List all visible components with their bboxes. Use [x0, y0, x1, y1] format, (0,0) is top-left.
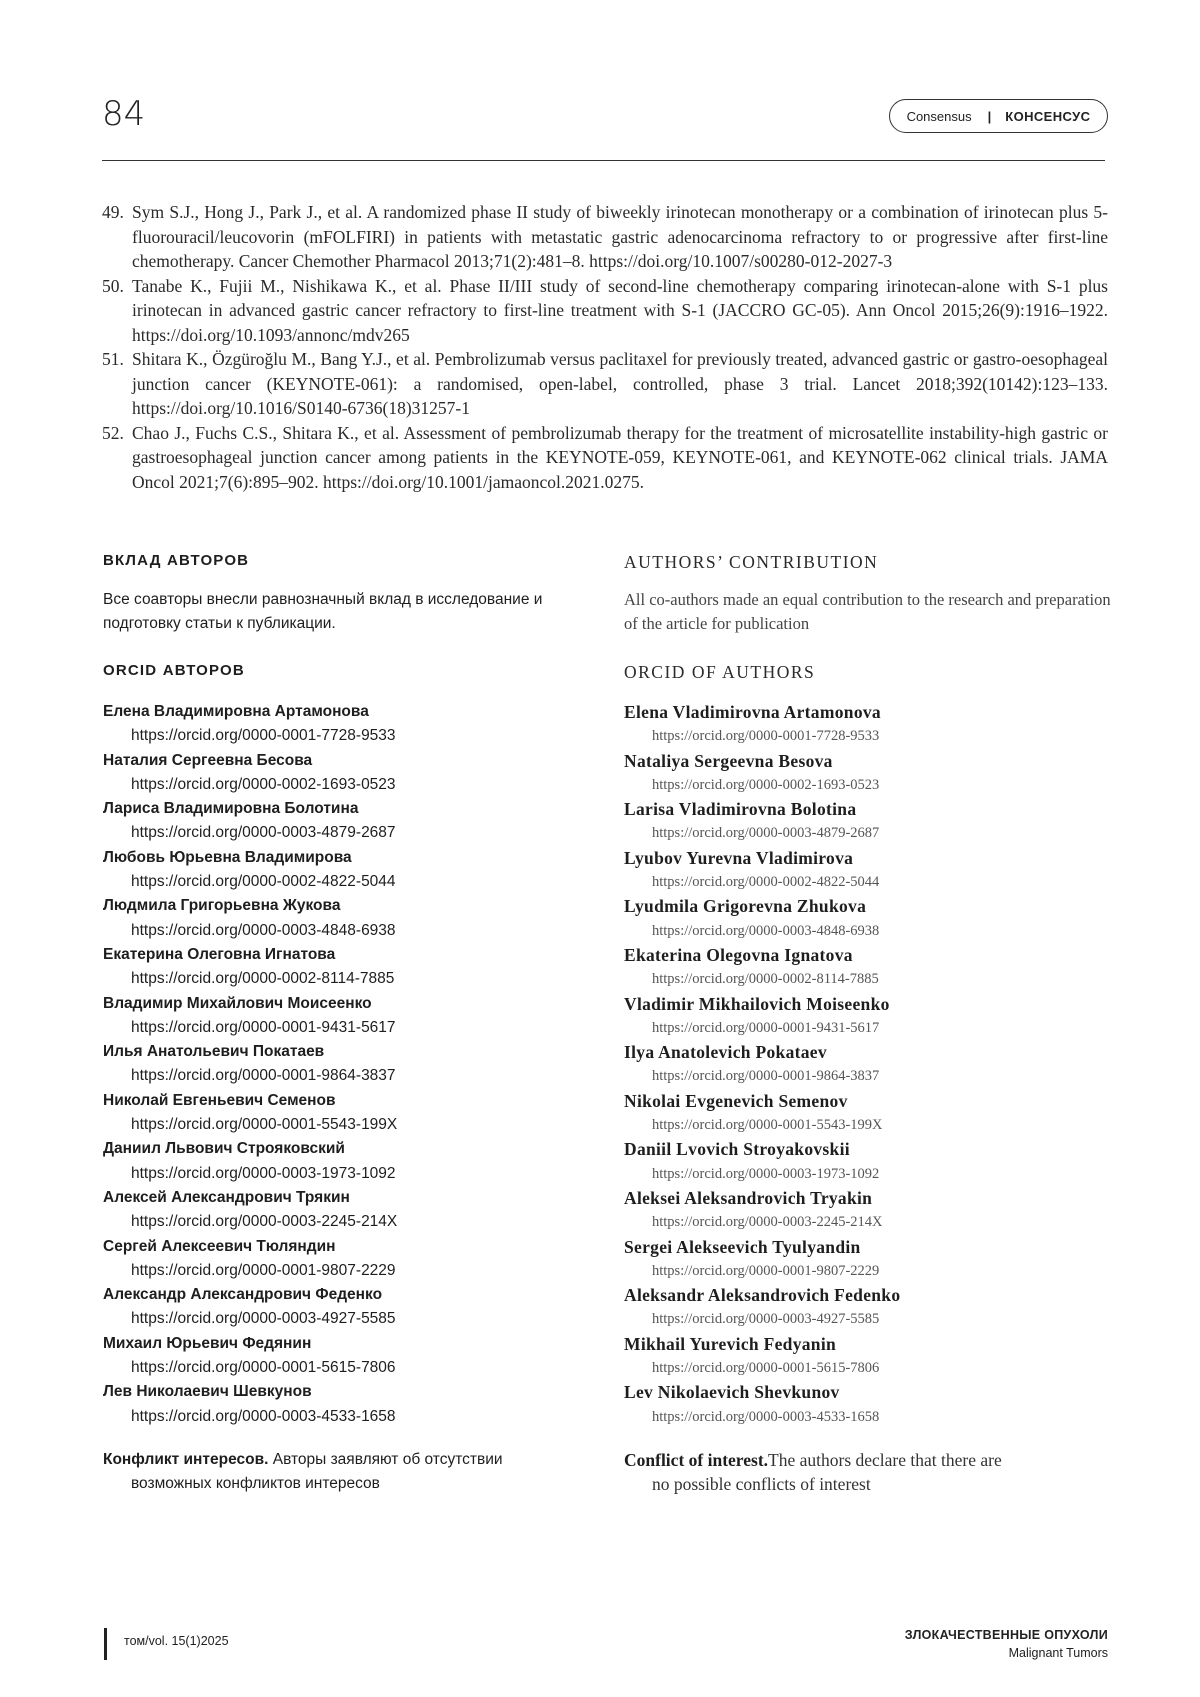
author-list-en [624, 700, 1112, 1429]
author-name: Елена Владимировна Артамонова [103, 703, 369, 720]
author-entry [103, 1137, 593, 1186]
reference-text: Tanabe K., Fujii M., Nishikawa K., et al. Phase II/III study of second-line chemotherapy comparing irinotecan-alone with S-1 plus irinotecan in advanced gastric cancer refractory to first-line treatment with S-1 (JACCRO GC-05). Ann Oncol 2015;26(9):1916–1922. https://doi.org/10.1093/annonc/mdv265 [132, 275, 1108, 345]
russian-column [103, 552, 593, 1492]
author-entry [624, 1380, 1112, 1429]
conflict-text-en-2: no possible conflicts of interest [652, 1474, 871, 1494]
conflict-text-ru-1: Авторы заявляют об отсутствии [272, 1451, 503, 1468]
author-name: Elena Vladimirovna Artamonova [624, 702, 881, 722]
author-name: Daniil Lvovich Stroyakovskii [624, 1139, 850, 1160]
author-name: Ilya Anatolevich Pokataev [624, 1042, 827, 1063]
orcid-link[interactable]: https://orcid.org/0000-0001-9807-2229 [131, 1261, 396, 1279]
author-name: Людмила Григорьевна Жукова [103, 897, 341, 915]
author-name: Larisa Vladimirovna Bolotina [624, 799, 857, 820]
reference-number: 49. [102, 202, 124, 222]
orcid-link[interactable]: https://orcid.org/0000-0003-1973-1092 [652, 1165, 880, 1182]
author-entry [624, 749, 1112, 798]
orcid-section-ru [103, 662, 593, 1429]
author-entry [624, 1283, 1112, 1332]
orcid-link[interactable]: https://orcid.org/0000-0003-2245-214X [652, 1214, 883, 1231]
author-entry [103, 1089, 593, 1138]
reference-text: Sym S.J., Hong J., Park J., et al. A randomized phase II study of biweekly irinotecan monotherapy or a combination of irinotecan plus 5-fluorouracil/leucovorin (mFOLFIRI) in patients with metastatic gastric adenocarcinoma refractory to or progressive after first-line chemotherapy. Cancer Chemother Pharmacol 2013;71(2):481–8. https://doi.org/10.1007/s00280-012-2027-3 [132, 202, 1108, 271]
orcid-link[interactable]: https://orcid.org/0000-0003-1973-1092 [131, 1164, 396, 1182]
orcid-heading-ru: ORCID АВТОРОВ [103, 662, 245, 679]
orcid-link[interactable]: https://orcid.org/0000-0003-4927-5585 [131, 1310, 396, 1328]
author-entry [624, 894, 1112, 943]
author-name: Даниил Львович Строяковский [103, 1140, 345, 1158]
author-entry [624, 700, 1112, 749]
author-entry [103, 797, 593, 846]
author-entry [624, 1186, 1112, 1235]
orcid-link[interactable]: https://orcid.org/0000-0003-4533-1658 [652, 1408, 880, 1425]
section-separator: | [987, 108, 992, 124]
orcid-link[interactable]: https://orcid.org/0000-0003-4879-2687 [131, 824, 396, 842]
orcid-link[interactable]: https://orcid.org/0000-0001-7728-9533 [652, 728, 880, 745]
footer-journal [905, 1628, 1108, 1660]
author-name: Ekaterina Olegovna Ignatova [624, 944, 853, 965]
author-entry [103, 992, 593, 1041]
author-name: Mikhail Yurevich Fedyanin [624, 1333, 837, 1354]
orcid-link[interactable]: https://orcid.org/0000-0001-9864-3837 [652, 1068, 880, 1085]
reference-item [102, 347, 1108, 421]
reference-text: Chao J., Fuchs C.S., Shitara K., et al. Assessment of pembrolizumab therapy for the treatment of microsatellite instability-high gastric or gastroesophageal junction cancer among patients in the KEYNOTE-059, KEYNOTE-061, and KEYNOTE-062 clinical trials. JAMA Oncol 2021;7(6):895–902. https://doi.org/10.1001/jamaoncol.2021.0275. [132, 422, 1108, 492]
section-label-en: Consensus [906, 108, 972, 124]
author-name: Nataliya Sergeevna Besova [624, 750, 833, 771]
conflict-label-ru: Конфликт интересов. [103, 1451, 269, 1468]
orcid-link[interactable]: https://orcid.org/0000-0002-4822-5044 [131, 873, 396, 891]
author-entry [624, 797, 1112, 846]
orcid-link[interactable]: https://orcid.org/0000-0001-9431-5617 [131, 1018, 396, 1036]
orcid-link[interactable]: https://orcid.org/0000-0001-7728-9533 [131, 727, 396, 745]
contribution-heading-ru: ВКЛАД АВТОРОВ [103, 552, 250, 569]
orcid-link[interactable]: https://orcid.org/0000-0001-5615-7806 [131, 1359, 396, 1377]
author-name: Наталия Сергеевна Бесова [103, 751, 313, 769]
contribution-heading-en: AUTHORS’ CONTRIBUTION [624, 552, 879, 572]
author-entry [624, 1332, 1112, 1381]
author-entry [624, 1137, 1112, 1186]
author-entry [103, 894, 593, 943]
conflict-label-en: Conflict of interest. [624, 1450, 769, 1470]
author-name: Михаил Юрьевич Федянин [103, 1334, 312, 1352]
orcid-link[interactable]: https://orcid.org/0000-0003-4533-1658 [131, 1407, 396, 1425]
author-name: Vladimir Mikhailovich Moiseenko [624, 993, 890, 1014]
author-list-ru [103, 700, 593, 1429]
author-entry [103, 1283, 593, 1332]
reference-number: 52. [102, 422, 124, 443]
author-name: Любовь Юрьевна Владимирова [103, 848, 352, 866]
section-label-ru: КОНСЕНСУС [1005, 108, 1091, 124]
reference-list [102, 200, 1108, 494]
orcid-link[interactable]: https://orcid.org/0000-0003-4848-6938 [131, 921, 396, 939]
author-name: Илья Анатольевич Покатаев [103, 1043, 325, 1061]
reference-item [102, 200, 1108, 274]
header-divider [102, 160, 1105, 161]
orcid-link[interactable]: https://orcid.org/0000-0002-4822-5044 [652, 874, 880, 891]
conflict-text-ru-2: возможных конфликтов интересов [131, 1475, 380, 1492]
author-entry [624, 943, 1112, 992]
author-name: Лариса Владимировна Болотина [103, 800, 359, 818]
english-column [624, 552, 1112, 1494]
orcid-link[interactable]: https://orcid.org/0000-0003-4927-5585 [652, 1311, 880, 1328]
author-entry [624, 992, 1112, 1041]
author-entry [103, 1380, 593, 1429]
author-entry [103, 1235, 593, 1284]
author-name: Александр Александрович Феденко [103, 1286, 383, 1304]
orcid-heading-en: ORCID OF AUTHORS [624, 662, 816, 682]
author-entry [103, 700, 593, 749]
contribution-text-en: All co-authors made an equal contribution to the research and preparation of the article for publication [624, 590, 1111, 633]
author-name: Екатерина Олеговна Игнатова [103, 945, 336, 963]
author-name: Nikolai Evgenevich Semenov [624, 1090, 848, 1111]
author-name: Алексей Александрович Трякин [103, 1188, 350, 1206]
footer-bar [104, 1628, 107, 1660]
journal-title-ru: ЗЛОКАЧЕСТВЕННЫЕ ОПУХОЛИ [904, 1628, 1108, 1642]
orcid-link[interactable]: https://orcid.org/0000-0001-9864-3837 [131, 1067, 396, 1085]
author-entry [103, 1040, 593, 1089]
author-name: Лев Николаевич Шевкунов [103, 1383, 312, 1401]
reference-item [102, 421, 1108, 495]
author-name: Сергей Алексеевич Тюляндин [103, 1237, 336, 1255]
author-name: Lyubov Yurevna Vladimirova [624, 847, 854, 868]
orcid-link[interactable]: https://orcid.org/0000-0002-1693-0523 [131, 775, 396, 793]
orcid-link[interactable]: https://orcid.org/0000-0001-5543-199X [131, 1116, 398, 1134]
author-entry [624, 1040, 1112, 1089]
author-entry [624, 1089, 1112, 1138]
contribution-text-ru: Все соавторы внесли равнозначный вклад в исследование и подготовку статьи к публикации. [103, 591, 543, 632]
author-name: Lev Nikolaevich Shevkunov [624, 1382, 840, 1403]
conflict-of-interest-en [624, 1448, 1112, 1496]
author-name: Aleksandr Aleksandrovich Fedenko [624, 1285, 901, 1306]
page-number: 84 [102, 94, 146, 134]
orcid-link[interactable]: https://orcid.org/0000-0003-4879-2687 [652, 825, 880, 842]
orcid-link[interactable]: https://orcid.org/0000-0002-8114-7885 [652, 971, 879, 988]
journal-title-en: Malignant Tumors [1008, 1646, 1108, 1660]
conflict-of-interest-ru [103, 1448, 593, 1496]
reference-item [102, 274, 1108, 348]
conflict-text-en-1: The authors declare that there are [768, 1450, 1002, 1470]
reference-number: 50. [102, 275, 124, 296]
author-entry [103, 846, 593, 895]
footer-volume: том/vol. 15(1)2025 [124, 1634, 229, 1648]
journal-section-tag [889, 99, 1108, 133]
author-entry [624, 846, 1112, 895]
author-entry [103, 749, 593, 798]
orcid-section-en [624, 662, 1112, 1429]
author-entry [103, 1332, 593, 1381]
orcid-link[interactable]: https://orcid.org/0000-0002-1693-0523 [652, 776, 880, 793]
author-entry [103, 1186, 593, 1235]
orcid-link[interactable]: https://orcid.org/0000-0003-2245-214X [131, 1213, 398, 1231]
author-name: Aleksei Aleksandrovich Tryakin [624, 1187, 873, 1208]
orcid-link[interactable]: https://orcid.org/0000-0001-5543-199X [652, 1117, 883, 1134]
author-entry [103, 943, 593, 992]
orcid-link[interactable]: https://orcid.org/0000-0002-8114-7885 [131, 970, 395, 988]
author-name: Владимир Михайлович Моисеенко [103, 994, 372, 1012]
orcid-link[interactable]: https://orcid.org/0000-0003-4848-6938 [652, 922, 880, 939]
reference-number: 51. [102, 349, 124, 369]
orcid-link[interactable]: https://orcid.org/0000-0001-5615-7806 [652, 1360, 880, 1377]
orcid-link[interactable]: https://orcid.org/0000-0001-9431-5617 [652, 1019, 880, 1036]
author-entry [624, 1235, 1112, 1284]
reference-text: Shitara K., Özgüroğlu M., Bang Y.J., et al. Pembrolizumab versus paclitaxel for previously treated, advanced gastric or gastro-oesophageal junction cancer (KEYNOTE-061): a randomised, open-label, controlled, phase 3 trial. Lancet 2018;392(10142):123–133. https://doi.org/10.1016/S0140-6736(18)31257-1 [132, 349, 1108, 418]
orcid-link[interactable]: https://orcid.org/0000-0001-9807-2229 [652, 1262, 880, 1279]
author-name: Николай Евгеньевич Семенов [103, 1091, 336, 1109]
author-name: Lyudmila Grigorevna Zhukova [624, 896, 867, 917]
author-name: Sergei Alekseevich Tyulyandin [624, 1236, 861, 1257]
